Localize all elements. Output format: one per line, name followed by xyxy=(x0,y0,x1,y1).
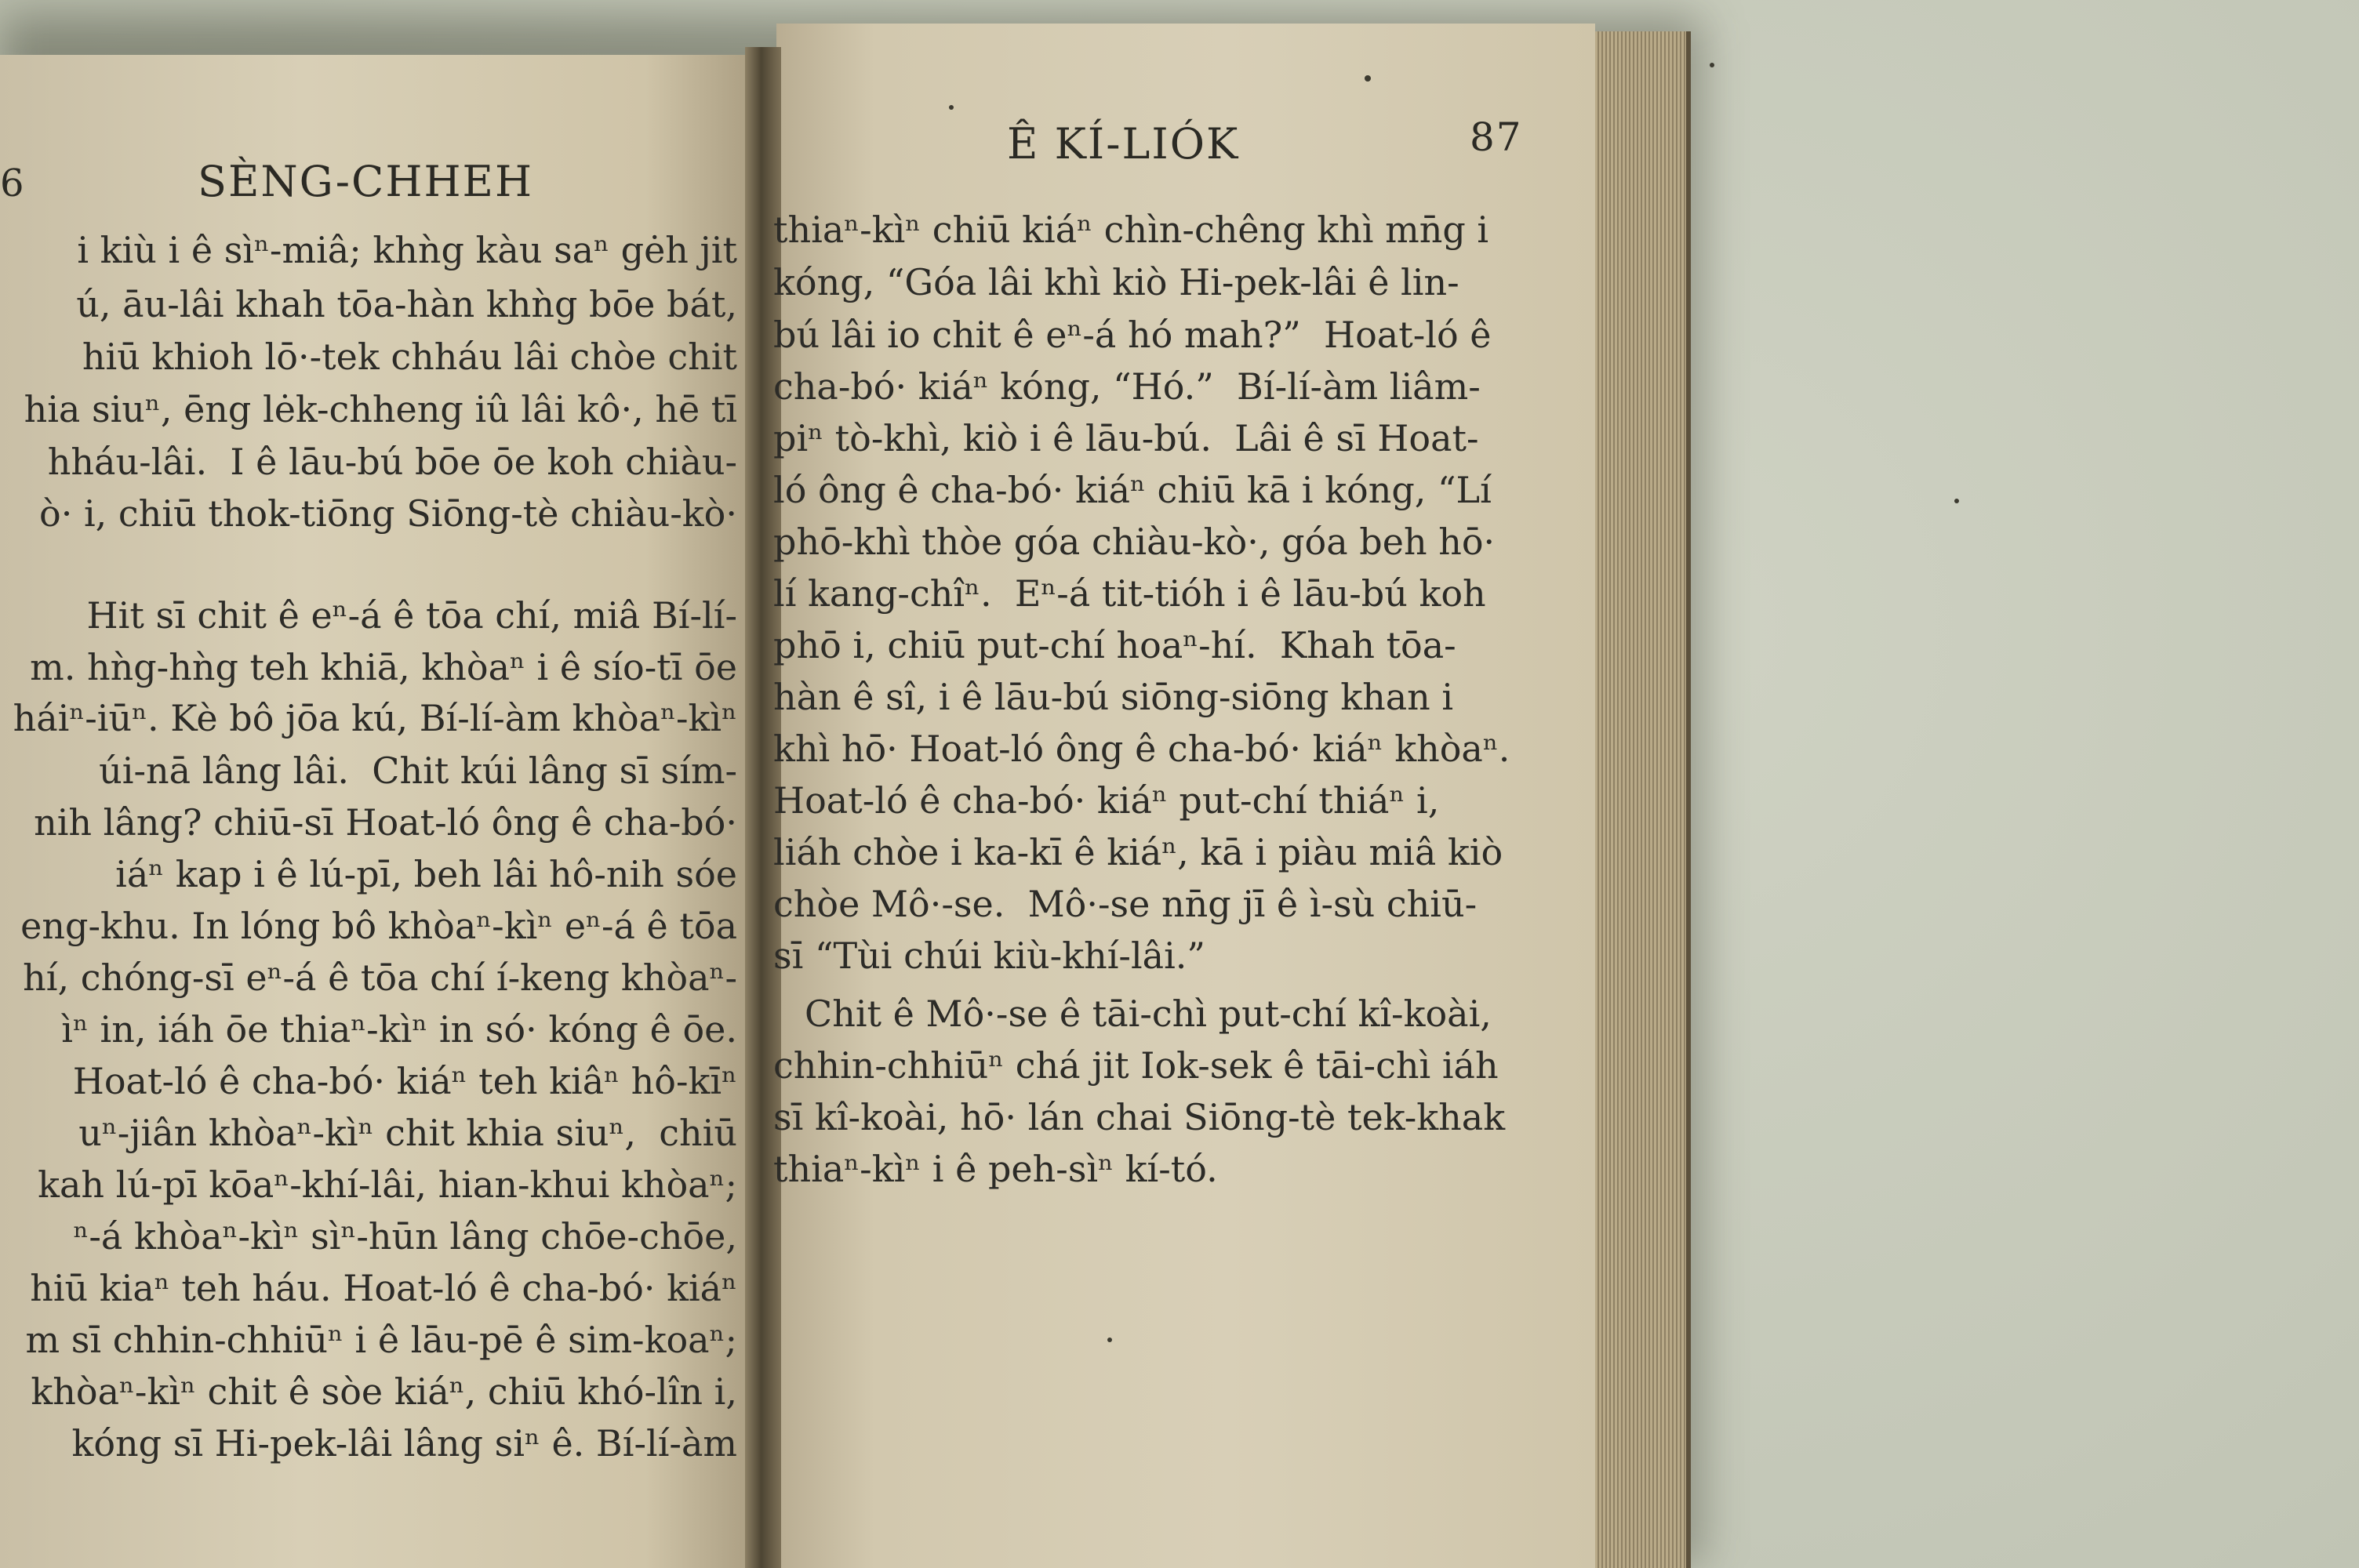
text-line: phō-khì thòe góa chiàu-kò·, góa beh hō· xyxy=(773,521,1496,563)
dust-speck xyxy=(1365,75,1371,82)
text-line: hiū kiaⁿ teh háu. Hoat-ló ê cha-bó· kiáⁿ xyxy=(30,1267,737,1309)
text-line: thiaⁿ-kìⁿ i ê peh-sìⁿ kí-tó. xyxy=(773,1148,1218,1190)
text-line: iáⁿ kap i ê lú-pī, beh lâi hô-nih sóe xyxy=(115,853,737,895)
book-page-edges xyxy=(1595,31,1691,1568)
text-line: kah lú-pī kōaⁿ-khí-lâi, hian-khui khòaⁿ; xyxy=(38,1163,737,1206)
text-line: ìⁿ in, iáh ōe thiaⁿ-kìⁿ in só· kóng ê ōe. xyxy=(61,1008,737,1051)
text-line: háiⁿ-iūⁿ. Kè bô jōa kú, Bí-lí-àm khòaⁿ-kìⁿ xyxy=(13,697,737,739)
text-line: uⁿ-jiân khòaⁿ-kìⁿ chit khia siuⁿ, chiū xyxy=(78,1112,737,1154)
text-line: chòe Mô·-se. Mô·-se nn̄g jī ê ì-sù chiū- xyxy=(773,883,1478,925)
text-line: ló ông ê cha-bó· kiáⁿ chiū kā i kóng, “Lí xyxy=(773,469,1492,511)
text-line: úi-nā lâng lâi. Chit kúi lâng sī sím- xyxy=(99,750,737,792)
text-line: nih lâng? chiū-sī Hoat-ló ông ê cha-bó· xyxy=(34,801,737,844)
right-page-number: 87 xyxy=(1470,114,1523,160)
text-line: Chit ê Mô·-se ê tāi-chì put-chí kî-koài, xyxy=(805,993,1492,1035)
text-line: ú, āu-lâi khah tōa-hàn khǹg bōe bát, xyxy=(76,283,737,325)
right-page-text xyxy=(773,0,1589,1568)
text-line: eng-khu. In lóng bô khòaⁿ-kìⁿ eⁿ-á ê tōa xyxy=(20,905,737,947)
text-line: ⁿ-á khòaⁿ-kìⁿ sìⁿ-hūn lâng chōe-chōe, xyxy=(73,1215,737,1258)
dust-speck xyxy=(1954,499,1959,503)
dust-speck xyxy=(949,105,954,110)
text-line: sī kî-koài, hō· lán chai Siōng-tè tek-khak xyxy=(773,1096,1506,1138)
text-line: liáh chòe i ka-kī ê kiáⁿ, kā i piàu miâ kiò xyxy=(773,831,1503,873)
text-line: cha-bó· kiáⁿ kóng, “Hó.” Bí-lí-àm liâm- xyxy=(773,365,1481,408)
text-line: m. hǹg-hǹg teh khiā, khòaⁿ i ê sío-tī ōe xyxy=(30,646,737,688)
text-line: hia siuⁿ, ēng lėk-chheng iû lâi kô·, hē tī xyxy=(24,388,737,430)
dust-speck xyxy=(1710,63,1714,67)
text-line: hí, chóng-sī eⁿ-á ê tōa chí í-keng khòaⁿ- xyxy=(23,956,737,999)
text-line: khòaⁿ-kìⁿ chit ê sòe kiáⁿ, chiū khó-lîn i, xyxy=(31,1370,737,1413)
left-page-text xyxy=(0,0,737,1568)
text-line: hiū khioh lō·-tek chháu lâi chòe chit xyxy=(82,336,737,378)
text-line: Hit sī chit ê eⁿ-á ê tōa chí, miâ Bí-lí- xyxy=(86,594,737,637)
text-line: i kiù i ê sìⁿ-miâ; khǹg kàu saⁿ gėh jit xyxy=(77,229,737,271)
right-running-head: Ê KÍ-LIÓK xyxy=(1007,119,1240,169)
text-line: ò· i, chiū thok-tiōng Siōng-tè chiàu-kò· xyxy=(39,492,737,535)
text-line: kóng, “Góa lâi khì kiò Hi-pek-lâi ê lin- xyxy=(773,261,1459,303)
left-running-head: SÈNG-CHHEH xyxy=(198,157,534,206)
text-line: phō i, chiū put-chí hoaⁿ-hí. Khah tōa- xyxy=(773,624,1456,666)
text-line: khì hō· Hoat-ló ông ê cha-bó· kiáⁿ khòaⁿ. xyxy=(773,728,1510,770)
text-line: sī “Tùi chúi kiù-khí-lâi.” xyxy=(773,935,1205,977)
text-line: bú lâi io chit ê eⁿ-á hó mah?” Hoat-ló ê xyxy=(773,314,1492,356)
text-line: piⁿ tò-khì, kiò i ê lāu-bú. Lâi ê sī Hoat- xyxy=(773,417,1479,459)
left-page-number: 6 xyxy=(0,162,26,205)
text-line: Hoat-ló ê cha-bó· kiáⁿ put-chí thiáⁿ i, xyxy=(773,779,1440,822)
text-line: kóng sī Hi-pek-lâi lâng siⁿ ê. Bí-lí-àm xyxy=(71,1422,737,1465)
dust-speck xyxy=(1107,1338,1112,1342)
text-line: hháu-lâi. I ê lāu-bú bōe ōe koh chiàu- xyxy=(47,441,737,483)
text-line: thiaⁿ-kìⁿ chiū kiáⁿ chìn-chêng khì mn̄g i xyxy=(773,209,1489,251)
text-line: m sī chhin-chhiūⁿ i ê lāu-pē ê sim-koaⁿ; xyxy=(25,1319,737,1361)
text-line: chhin-chhiūⁿ chá jit Iok-sek ê tāi-chì iáh xyxy=(773,1044,1499,1087)
text-line: hàn ê sî, i ê lāu-bú siōng-siōng khan i xyxy=(773,676,1454,718)
text-line: lí kang-chîⁿ. Eⁿ-á tit-tióh i ê lāu-bú koh xyxy=(773,572,1486,615)
text-line: Hoat-ló ê cha-bó· kiáⁿ teh kiâⁿ hô-kīⁿ xyxy=(72,1060,737,1102)
